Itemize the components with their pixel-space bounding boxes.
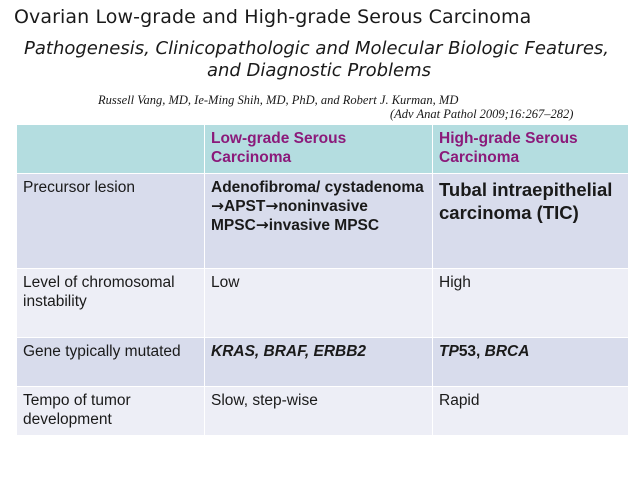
table-row-genes: [17, 338, 629, 387]
low-grade-cell: [205, 174, 433, 269]
feature-cell: Level of chromosomal instability: [17, 269, 205, 338]
arrow-right-icon: →: [211, 197, 224, 215]
table-row-precursor: [17, 174, 629, 269]
feature-cell: Gene typically mutated: [17, 338, 205, 387]
gene-tp-number: 53,: [458, 343, 485, 360]
high-grade-cell: Tubal intraepithelial carcinoma (TIC): [433, 174, 629, 269]
header-cell-empty: [17, 125, 205, 174]
low-grade-cell: KRAS, BRAF, ERBB2: [205, 338, 433, 387]
table-header-row: [17, 125, 629, 174]
low-grade-cell: Low: [205, 269, 433, 338]
slide-subtitle-line2: and Diagnostic Problems: [206, 60, 432, 81]
table-row-instability: [17, 269, 629, 338]
precursor-part-2: APST: [224, 198, 266, 215]
citation-line: (Adv Anat Pathol 2009;16:267–282): [390, 107, 574, 121]
low-grade-cell: Slow, step-wise: [205, 387, 433, 436]
high-grade-cell: [433, 338, 629, 387]
slide-title: Ovarian Low-grade and High-grade Serous Carcinoma: [14, 6, 532, 28]
comparison-table: [16, 124, 629, 436]
authors-line: Russell Vang, MD, Ie-Ming Shih, MD, PhD, and Robert J. Kurman, MD: [98, 93, 459, 107]
precursor-part-1: Adenofibroma/ cystadenoma: [211, 179, 424, 196]
arrow-right-icon: →: [265, 197, 279, 215]
arrow-right-icon: →: [255, 216, 269, 234]
header-cell-low-grade: Low-grade Serous Carcinoma: [205, 125, 433, 174]
gene-tp: TP: [439, 343, 459, 360]
feature-cell: Tempo of tumor development: [17, 387, 205, 436]
header-cell-high-grade: High-grade Serous Carcinoma: [433, 125, 629, 174]
precursor-part-3: noninvasive MPSC: [211, 198, 368, 234]
high-grade-cell: High: [433, 269, 629, 338]
precursor-part-4: invasive MPSC: [268, 217, 380, 234]
feature-cell: Precursor lesion: [17, 174, 205, 269]
gene-brca: BRCA: [484, 343, 530, 360]
table-row-tempo: [17, 387, 629, 436]
slide-subtitle-line1: Pathogenesis, Clinicopathologic and Molecular Biologic Features,: [24, 38, 610, 59]
high-grade-cell: Rapid: [433, 387, 629, 436]
